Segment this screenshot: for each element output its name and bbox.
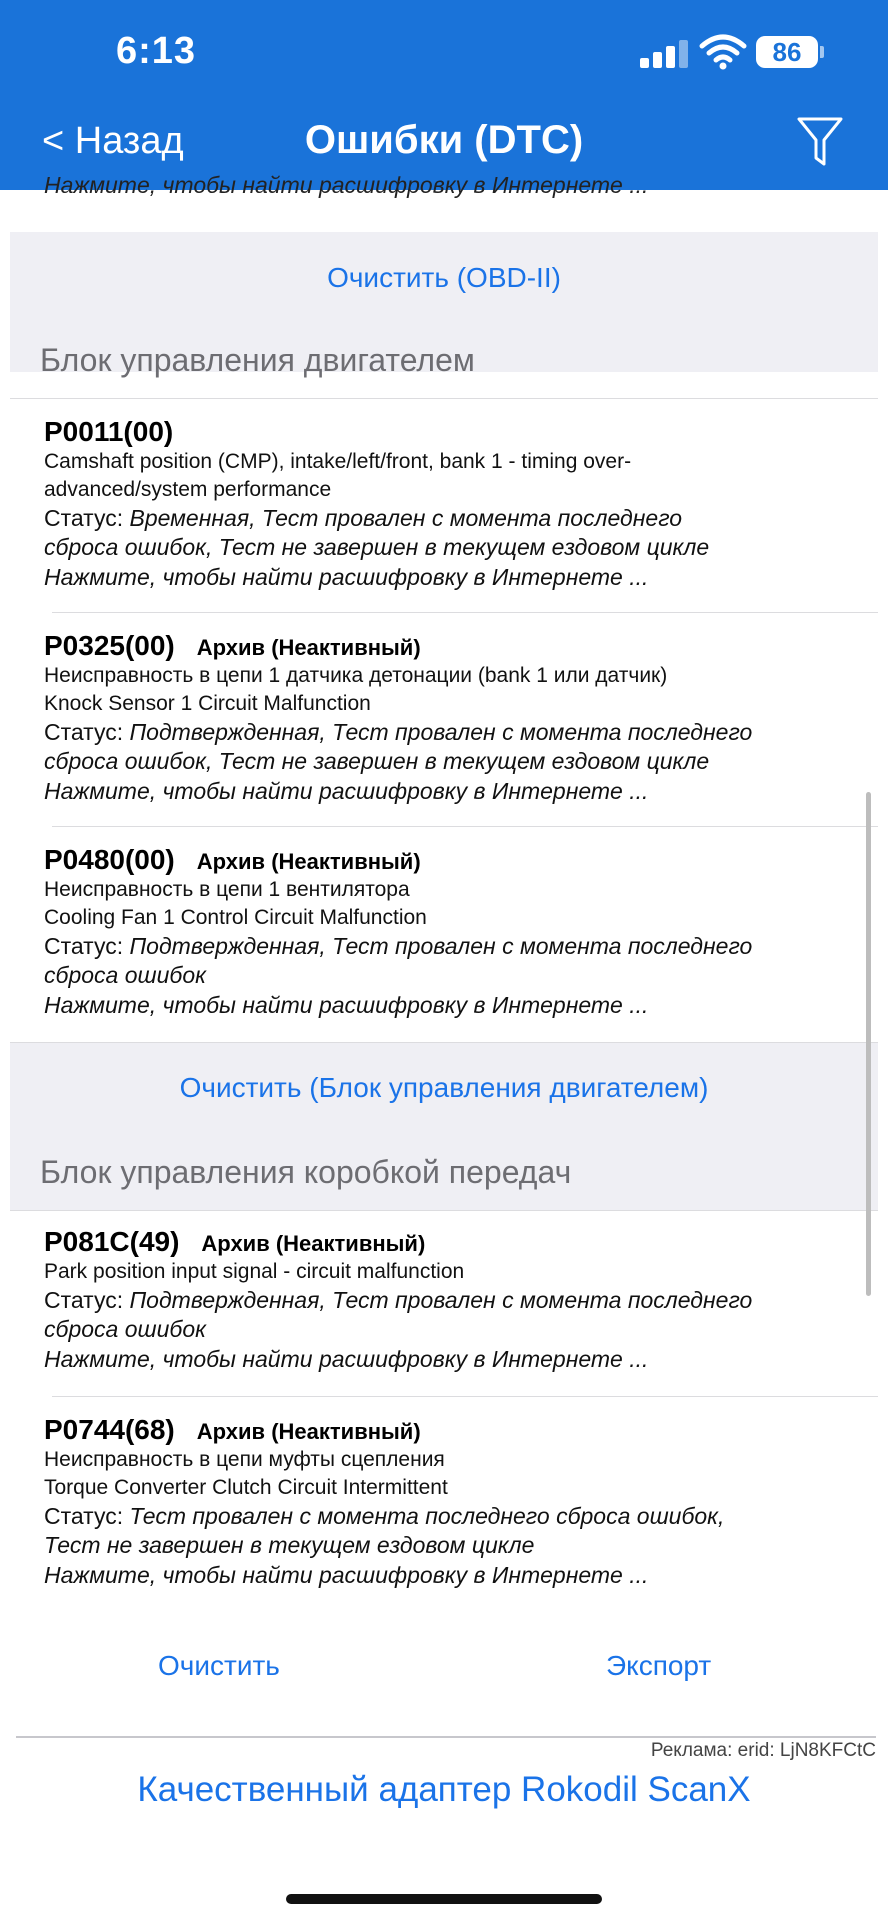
ad-label: Реклама: erid: LjN8KFCtC [650, 1740, 876, 1761]
dtc-status: Статус: Тест провален с момента последнего сброса ошибок, [44, 1503, 725, 1529]
wifi-icon [700, 34, 746, 70]
partial-hint: Нажмите, чтобы найти расшифровку в Интернете ... [44, 172, 649, 198]
dtc-item[interactable] [44, 844, 874, 1020]
dtc-description: Knock Sensor 1 Circuit Malfunction [44, 692, 371, 715]
clear-obd-button[interactable]: Очистить (OBD-II) [327, 262, 561, 293]
dtc-description: Неисправность в цепи муфты сцепления [44, 1448, 445, 1471]
dtc-code: P081C(49) [44, 1226, 180, 1257]
dtc-status: Статус: Временная, Тест провален с момента последнего [44, 505, 683, 531]
dtc-item[interactable] [44, 1414, 874, 1590]
dtc-status: Статус: Подтвержденная, Тест провален с момента последнего [44, 1287, 753, 1313]
scrollbar[interactable] [866, 792, 871, 1296]
search-hint[interactable]: Нажмите, чтобы найти расшифровку в Интернете ... [44, 1346, 649, 1372]
dtc-status: Тест не завершен в текущем ездовом цикле [44, 1532, 535, 1558]
archive-badge: Архив (Неактивный) [196, 635, 421, 660]
archive-badge: Архив (Неактивный) [201, 1231, 426, 1256]
dtc-description: Park position input signal - circuit malfunction [44, 1260, 465, 1283]
page-title: Ошибки (DTC) [304, 118, 584, 162]
divider [52, 826, 878, 827]
section-title-transmission: Блок управления коробкой передач [40, 1154, 572, 1190]
battery-indicator: 86 [756, 36, 818, 68]
divider [10, 1210, 878, 1211]
battery-tip [820, 46, 824, 58]
dtc-description: Camshaft position (CMP), intake/left/front, bank 1 - timing over- [44, 450, 632, 473]
ad-divider [16, 1736, 876, 1738]
dtc-status: сброса ошибок [44, 962, 206, 988]
filter-icon[interactable] [796, 116, 844, 168]
export-button[interactable]: Экспорт [606, 1650, 712, 1681]
home-indicator[interactable] [286, 1894, 602, 1904]
dtc-status: Статус: Подтвержденная, Тест провален с момента последнего [44, 933, 753, 959]
dtc-item[interactable] [44, 1226, 874, 1374]
dtc-code: P0480(00) [44, 844, 175, 875]
search-hint[interactable]: Нажмите, чтобы найти расшифровку в Интернете ... [44, 564, 649, 590]
divider [52, 1396, 878, 1397]
dtc-description: Torque Converter Clutch Circuit Intermittent [44, 1476, 448, 1499]
dtc-item[interactable] [44, 630, 874, 806]
search-hint[interactable]: Нажмите, чтобы найти расшифровку в Интернете ... [44, 1562, 649, 1588]
divider [52, 612, 878, 613]
cellular-signal-icon [640, 38, 690, 68]
dtc-code: P0744(68) [44, 1414, 175, 1445]
navigation-bar [0, 0, 888, 190]
dtc-list[interactable] [0, 172, 888, 1736]
back-button[interactable]: < Назад [42, 120, 184, 162]
dtc-code: P0011(00) [44, 416, 174, 447]
dtc-status: сброса ошибок, Тест не завершен в текущем ездовом цикле [44, 748, 710, 774]
dtc-description: Неисправность в цепи 1 вентилятора [44, 878, 410, 901]
divider [10, 398, 878, 399]
dtc-description: Cooling Fan 1 Control Circuit Malfunction [44, 906, 427, 929]
dtc-code: P0325(00) [44, 630, 175, 661]
divider [10, 1042, 878, 1043]
ad-link[interactable]: Качественный адаптер Rokodil ScanX [137, 1770, 751, 1809]
dtc-description: advanced/system performance [44, 478, 332, 501]
dtc-status: сброса ошибок [44, 1316, 206, 1342]
dtc-item[interactable] [44, 416, 874, 592]
dtc-status: сброса ошибок, Тест не завершен в текущем ездовом цикле [44, 534, 710, 560]
dtc-description: Неисправность в цепи 1 датчика детонации (bank 1 или датчик) [44, 664, 668, 687]
clear-all-button[interactable]: Очистить [158, 1650, 280, 1681]
search-hint[interactable]: Нажмите, чтобы найти расшифровку в Интернете ... [44, 778, 649, 804]
dtc-status: Статус: Подтвержденная, Тест провален с момента последнего [44, 719, 753, 745]
clear-engine-button[interactable]: Очистить (Блок управления двигателем) [179, 1072, 709, 1103]
archive-badge: Архив (Неактивный) [196, 849, 421, 874]
archive-badge: Архив (Неактивный) [196, 1419, 421, 1444]
status-time: 6:13 [116, 30, 197, 72]
search-hint[interactable]: Нажмите, чтобы найти расшифровку в Интернете ... [44, 992, 649, 1018]
section-title-engine: Блок управления двигателем [40, 342, 475, 378]
